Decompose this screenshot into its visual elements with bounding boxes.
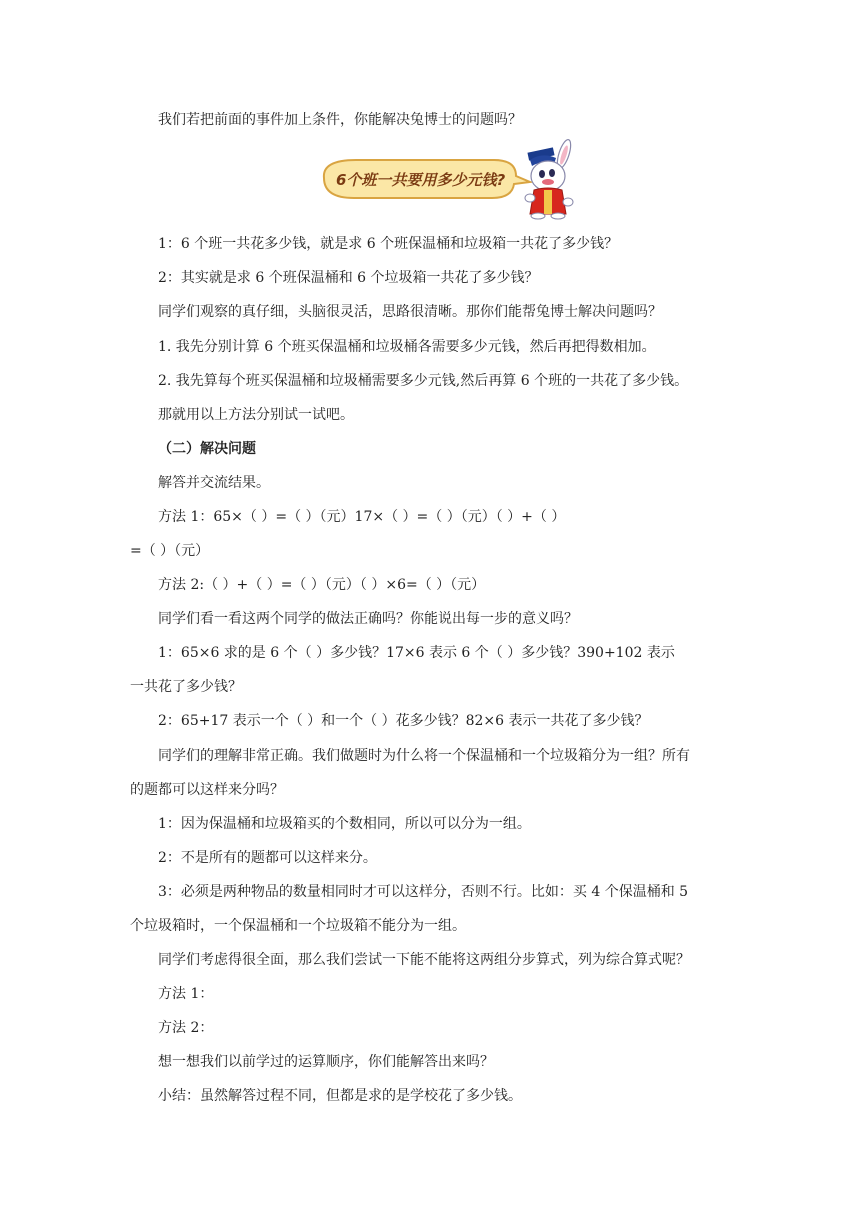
text-line: 1：因为保温桶和垃圾箱买的个数相同，所以可以分为一组。	[158, 816, 531, 832]
method1-line: 方法 1：65×（ ）=（ ）（元）17×（ ）=（ ）（元）（ ）+（ ）	[158, 509, 566, 525]
text-line: 2. 我先算每个班买保温桶和垃圾桶需要多少元钱,然后再算 6 个班的一共花了多少钱。	[158, 373, 689, 389]
text-line: 同学们考虑得很全面，那么我们尝试一下能不能将这两组分步算式，列为综合算式呢？	[158, 952, 690, 968]
intro-text: 我们若把前面的事件加上条件，你能解决兔博士的问题吗？	[158, 112, 522, 128]
text-line: 同学们观察的真仔细，头脑很灵活，思路很清晰。那你们能帮兔博士解决问题吗？	[158, 304, 662, 320]
text-line: 方法 2：	[158, 1020, 214, 1036]
text-line: 1：65×6 求的是 6 个（ ）多少钱？17×6 表示 6 个（ ）多少钱？390+102 表示	[158, 645, 675, 661]
method2-line: 方法 2:（ ）+（ ）=（ ）（元）（ ）×6=（ ）（元）	[158, 577, 486, 593]
text-line: 想一想我们以前学过的运算顺序，你们能解答出来吗？	[158, 1054, 494, 1070]
text-line: 那就用以上方法分别试一试吧。	[158, 407, 354, 423]
bubble-text: 6个班一共要用多少元钱?	[336, 171, 506, 189]
text-line: 个垃圾箱时，一个保温桶和一个垃圾箱不能分为一组。	[130, 918, 466, 934]
text-line: 1. 我先分别计算 6 个班买保温桶和垃圾桶各需要多少元钱，然后再把得数相加。	[158, 339, 656, 355]
section-heading: （二）解决问题	[158, 441, 256, 457]
text-line: 2：不是所有的题都可以这样来分。	[158, 850, 377, 866]
text-line: 的题都可以这样来分吗？	[130, 782, 284, 798]
text-line: 2：其实就是求 6 个班保温桶和 6 个垃圾箱一共花了多少钱？	[158, 270, 539, 286]
text-line: 3：必须是两种物品的数量相同时才可以这样分，否则不行。比如：买 4 个保温桶和 5	[158, 884, 689, 900]
text-line: 方法 1：	[158, 986, 214, 1002]
text-line: 同学们看一看这两个同学的做法正确吗？你能说出每一步的意义吗？	[158, 611, 578, 627]
method1-continuation: =（ ）（元）	[130, 543, 210, 559]
text-line: 一共花了多少钱？	[130, 679, 242, 695]
text-line: 2：65+17 表示一个（ ）和一个（ ）花多少钱？82×6 表示一共花了多少钱？	[158, 713, 649, 729]
text-line: 解答并交流结果。	[158, 475, 270, 491]
text-line: 同学们的理解非常正确。我们做题时为什么将一个保温桶和一个垃圾箱分为一组？所有	[158, 748, 690, 764]
summary-line: 小结：虽然解答过程不同，但都是求的是学校花了多少钱。	[158, 1088, 522, 1104]
text-line: 1：6 个班一共花多少钱，就是求 6 个班保温桶和垃圾箱一共花了多少钱？	[158, 236, 619, 252]
rabbit-illustration	[316, 138, 586, 220]
